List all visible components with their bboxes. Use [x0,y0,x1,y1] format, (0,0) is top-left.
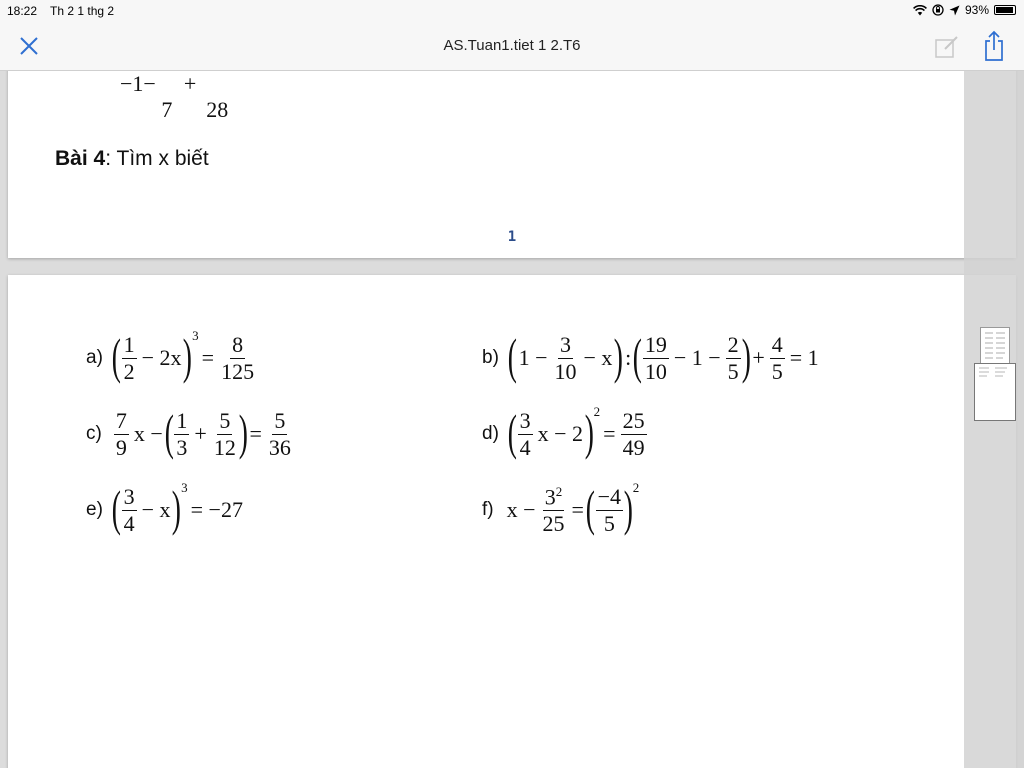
fraction [541,485,567,535]
page-thumbnail-strip[interactable] [964,71,1024,768]
equals-sign: = [249,421,262,446]
exercise-instruction: : Tìm x biết [105,147,209,170]
document-viewer[interactable] [0,71,1024,768]
fraction [267,409,293,458]
exponent: 2 [555,484,563,500]
document-toolbar [0,22,1024,71]
numerator [543,485,565,510]
exponent: 3 [181,480,188,495]
fraction [122,333,137,382]
page-thumbnail[interactable] [980,327,1010,367]
cut-off-denominator: 28 [206,97,229,122]
problem-b [482,328,822,384]
fraction [518,409,533,458]
exercise-number: Bài 4 [55,147,106,170]
orientation-lock-icon [932,4,944,16]
denominator: 4 [519,434,531,460]
left-paren: ( [111,328,121,384]
problem-e [86,480,246,536]
battery-percent: 93% [964,3,989,17]
status-indicators [913,3,1016,17]
fraction [219,333,256,382]
problem-a [86,328,258,384]
denominator: 5 [727,358,739,384]
numerator: 1 [176,408,188,434]
fraction [174,409,189,458]
denominator: 10 [554,358,577,384]
problem-c [86,404,295,460]
exponent: 3 [192,328,199,343]
term: − 1 − [673,345,721,370]
denominator: 25 [542,510,565,536]
right-paren: ) [623,480,633,536]
numerator: 8 [232,332,244,358]
page-thumbnail-current[interactable] [974,363,1016,421]
numerator: 3 [123,484,135,510]
wifi-icon [913,5,927,16]
fraction [726,333,741,382]
plus-sign: + [752,345,765,370]
term: − x [141,497,171,522]
numerator: 5 [274,408,286,434]
exercise-heading [55,147,209,171]
right-paren: ) [741,328,751,384]
problem-f [482,480,640,536]
numerator: 19 [644,332,667,358]
status-date: Th 2 1 thg 2 [50,4,115,18]
pdf-page-1 [8,71,1016,258]
left-paren: ( [164,404,174,460]
problem-label: e) [86,499,103,520]
right-paren: ) [614,328,624,384]
equals-sign: = [571,497,584,522]
problem-label: f) [482,499,494,520]
numerator: −4 [597,484,622,510]
numerator: 3 [559,332,571,358]
equals-sign: = −27 [190,497,243,522]
numerator: 2 [727,332,739,358]
share-icon[interactable] [981,30,1007,62]
left-paren: ( [585,480,595,536]
equals-sign: = [201,345,215,370]
numerator: 1 [123,332,135,358]
problem-label: c) [86,423,102,444]
denominator: 9 [115,434,127,460]
cut-off-expression [120,71,232,123]
thumbnail-preview-icon [975,364,1015,420]
fraction [212,409,238,458]
cut-off-plus: + [183,71,197,96]
fraction [596,485,623,534]
numerator: 4 [771,332,783,358]
fraction [643,333,669,382]
numerator: 7 [115,408,127,434]
right-paren: ) [238,404,248,460]
location-arrow-icon [949,5,960,16]
fraction [552,333,578,382]
markup-edit-icon[interactable] [933,34,961,60]
pdf-page-2 [8,275,1016,768]
numerator: 5 [219,408,231,434]
base: 3 [544,484,556,510]
left-paren: ( [632,328,643,384]
fraction [114,409,129,458]
battery-icon [994,5,1016,15]
page-number: 1 [507,229,517,245]
problem-label: a) [86,347,103,368]
colon-sign: : [625,345,632,370]
fraction [621,409,647,458]
cut-off-term: −1− [120,71,156,96]
denominator: 10 [644,358,667,384]
denominator: 4 [123,510,135,536]
problem-label: b) [482,347,499,368]
denominator: 3 [176,434,188,460]
exponent: 2 [632,480,640,495]
left-paren: ( [507,404,517,460]
equals-sign: = [603,421,616,446]
document-title: AS.Tuan1.tiet 1 2.T6 [443,37,581,54]
problem-label: d) [482,423,499,444]
cut-off-denominator: 7 [161,97,173,122]
denominator: 5 [771,358,783,384]
fraction [770,333,785,382]
denominator: 125 [221,358,255,384]
exponent: 2 [593,404,601,419]
term: x − [133,421,163,446]
plus-sign: + [194,421,207,446]
term: − 2x [141,345,182,370]
status-bar [0,0,1024,22]
right-paren: ) [172,480,182,536]
term: x − 2 [537,421,583,446]
numerator: 3 [519,408,531,434]
equals-sign: = 1 [789,345,819,370]
term: − x [583,345,613,370]
right-paren: ) [584,404,594,460]
denominator: 12 [213,434,236,460]
denominator: 5 [603,510,615,536]
term: 1 − [518,345,548,370]
term: x − [506,497,536,522]
numerator: 25 [622,408,645,434]
status-time: 18:22 [7,4,38,18]
denominator: 49 [622,434,645,460]
denominator: 2 [123,358,135,384]
left-paren: ( [507,328,517,384]
denominator: 36 [268,434,291,460]
left-paren: ( [111,480,121,536]
right-paren: ) [183,328,193,384]
fraction [122,485,137,534]
problem-d [482,404,649,460]
thumbnail-preview-icon [981,328,1009,366]
